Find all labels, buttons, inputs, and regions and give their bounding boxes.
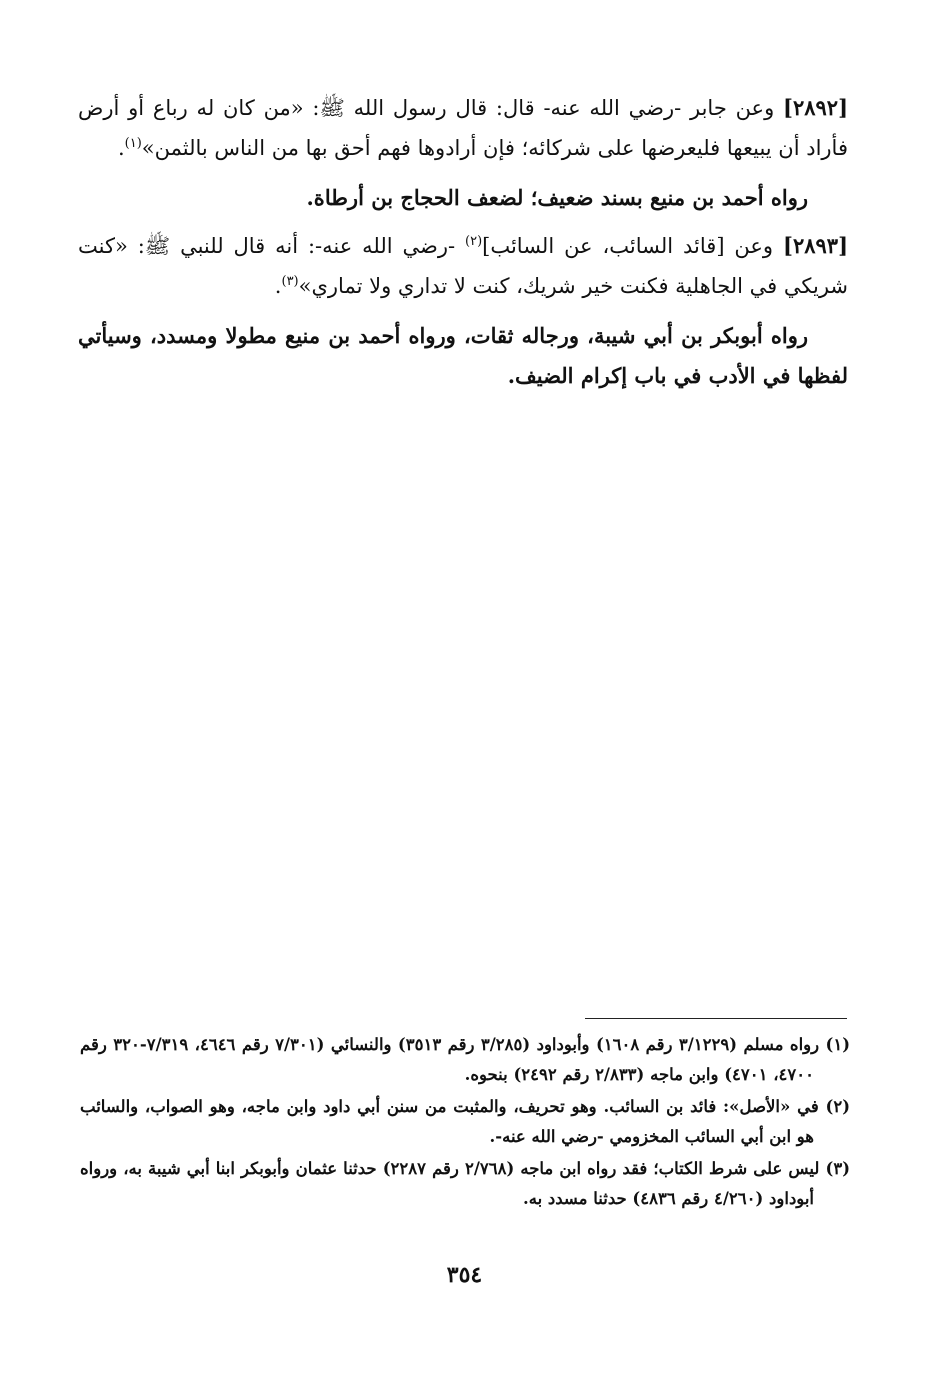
hadith-text: وعن جابر -رضي الله عنه- قال: قال رسول الله ﷺ: «من كان له رباع أو أرض فأراد أن يبيعها فليعرضها على شركائه؛ فإن أرادوها فهم أحق بها من الناس بالثمن» bbox=[78, 96, 848, 160]
footnote-ref: (١) bbox=[124, 136, 142, 151]
takhrij-2892: رواه أحمد بن منيع بسند ضعيف؛ لضعف الحجاج بن أرطاة. bbox=[306, 185, 808, 210]
footnote-3: (٣) ليس على شرط الكتاب؛ فقد رواه ابن ماجه (٢/٧٦٨ رقم ٢٢٨٧) حدثنا عثمان وأبوبكر ابنا أبي شيبة به، ورواه أبوداود (٤/٢٦٠ رقم ٤٨٣٦) حدثنا مسدد به. bbox=[80, 1159, 850, 1208]
footnote-ref: (٣) bbox=[281, 274, 299, 289]
hadith-number: [٢٨٩٢] bbox=[783, 95, 849, 120]
main-text bbox=[78, 88, 848, 396]
footnote-2: (٢) في «الأصل»: فائد بن السائب. وهو تحريف، والمثبت من سنن أبي داود وابن ماجه، وهو الصواب، والسائب هو ابن أبي السائب المخزومي -رضي الله عنه-. bbox=[80, 1097, 850, 1146]
hadith-text: -رضي الله عنه-: أنه قال للنبي ﷺ: «كنت شريكي في الجاهلية فكنت خير شريك، كنت لا تداري ولا تماري» bbox=[78, 234, 848, 298]
page-number: ٣٥٤ bbox=[446, 1262, 483, 1288]
footnote-divider bbox=[585, 1018, 847, 1019]
hadith-2892: [٢٨٩٢] وعن جابر -رضي الله عنه- قال: قال رسول الله ﷺ: «من كان له رباع أو أرض فأراد أن يبيعها فليعرضها على شركائه؛ فإن أرادوها فهم أحق بها من الناس بالثمن»$^{(١)}$. bbox=[78, 95, 849, 160]
footnote-ref: (٢) bbox=[465, 234, 483, 249]
hadith-2893: [٢٨٩٣] وعن [قائد السائب، عن السائب]$^{(٢)}$ -رضي الله عنه-: أنه قال للنبي ﷺ: «كنت شريكي في الجاهلية فكنت خير شريك، كنت لا تداري ولا تماري»$^{(٣)}$. bbox=[78, 233, 848, 298]
hadith-text: وعن [قائد السائب، عن السائب] bbox=[482, 234, 774, 258]
takhrij-2893: رواه أبوبكر بن أبي شيبة، ورجاله ثقات، ورواه أحمد بن منيع مطولا ومسدد، وسيأتي لفظها في الأدب في باب إكرام الضيف. bbox=[78, 323, 848, 388]
footnote-1: (١) رواه مسلم (٣/١٢٢٩ رقم ١٦٠٨) وأبوداود (٣/٢٨٥ رقم ٣٥١٣) والنسائي (٧/٣٠١ رقم ٤٦٤٦، ٧/٣١٩-٣٢٠ رقم ٤٧٠٠، ٤٧٠١) وابن ماجه (٢/٨٣٣ رقم ٢٤٩٢) بنحوه. bbox=[80, 1035, 851, 1084]
footnotes bbox=[80, 1030, 850, 1216]
hadith-number: [٢٨٩٣] bbox=[783, 233, 848, 258]
